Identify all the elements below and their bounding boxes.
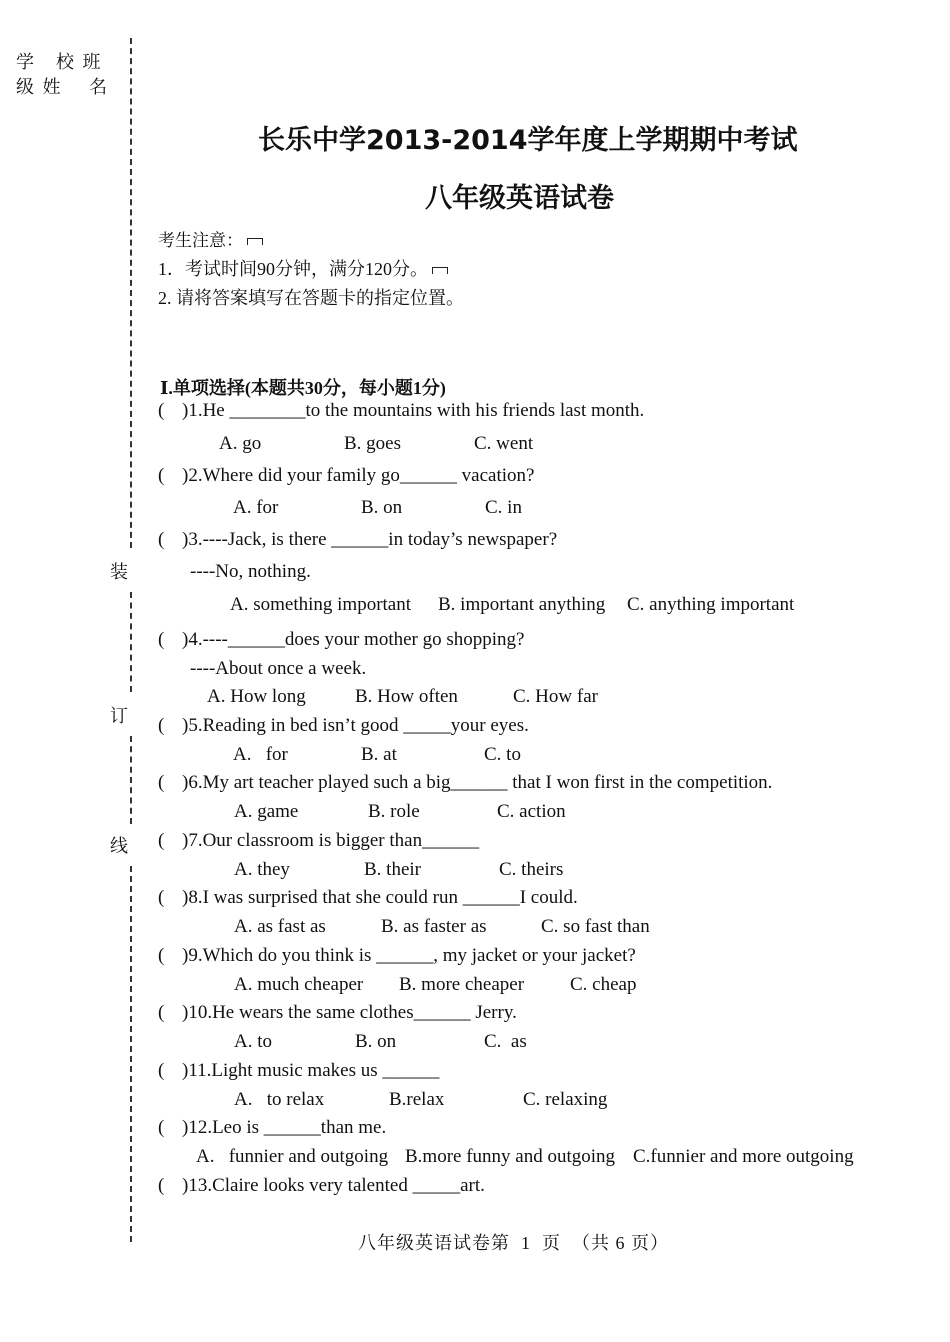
- binding-dashed-line-1: [130, 38, 132, 548]
- question-6-bracket: (: [158, 772, 165, 793]
- question-10-option-b: B. on: [355, 1031, 397, 1052]
- question-12-option-c: C.funnier and more outgoing: [633, 1146, 854, 1167]
- notice-item-1-text: 1．考试时间90分钟，满分120分。: [158, 259, 428, 279]
- question-10-bracket: (: [158, 1002, 165, 1023]
- question-7: )7.Our classroom is bigger than______: [182, 830, 480, 851]
- question-1: )1.He ________to the mountains with his friends last month.: [182, 400, 645, 421]
- question-10-option-a: A. to: [234, 1031, 272, 1052]
- question-1-option-b: B. goes: [344, 433, 401, 454]
- question-6-option-a: A. game: [234, 801, 299, 822]
- question-7-option-a: A. they: [234, 859, 290, 880]
- question-1-option-a: A. go: [219, 433, 262, 454]
- question-13: )13.Claire looks very talented _____art.: [182, 1175, 485, 1196]
- question-12: )12.Leo is ______than me.: [182, 1117, 387, 1138]
- notice-item-1: [158, 255, 448, 281]
- question-9-option-a: A. much cheaper: [234, 974, 364, 995]
- notice-heading: [158, 226, 263, 251]
- question-8-option-b: B. as faster as: [381, 916, 487, 937]
- question-2-option-c: C. in: [485, 497, 522, 518]
- question-13-bracket: (: [158, 1175, 165, 1196]
- binding-dashed-line-2: [130, 592, 132, 692]
- question-7-option-c: C. theirs: [499, 859, 564, 880]
- question-4-reply: ----About once a week.: [190, 658, 367, 679]
- exam-title: 长乐中学2013-2014学年度上学期期中考试: [258, 125, 798, 156]
- question-11-option-a: A. to relax: [234, 1089, 325, 1110]
- question-1-bracket: (: [158, 400, 165, 421]
- question-2-option-b: B. on: [361, 497, 403, 518]
- binding-dashed-line-3: [130, 736, 132, 824]
- question-2-option-a: A. for: [233, 497, 279, 518]
- question-12-bracket: (: [158, 1117, 165, 1138]
- question-11-option-c: C. relaxing: [523, 1089, 608, 1110]
- binding-dashed-line-4: [130, 866, 132, 1242]
- question-9: )9.Which do you think is ______, my jacket or your jacket?: [182, 945, 636, 966]
- question-4: )4.----______does your mother go shopping?: [182, 629, 525, 650]
- question-9-option-b: B. more cheaper: [399, 974, 525, 995]
- question-10: )10.He wears the same clothes______ Jerry.: [182, 1002, 517, 1023]
- question-8-bracket: (: [158, 887, 165, 908]
- question-2-bracket: (: [158, 465, 165, 486]
- question-8: )8.I was surprised that she could run ______I could.: [182, 887, 578, 908]
- question-5-option-a: A. for: [233, 744, 288, 765]
- question-7-option-b: B. their: [364, 859, 421, 880]
- question-3-option-a: A. something important: [230, 594, 412, 615]
- paragraph-mark-icon: [247, 238, 263, 245]
- question-3-option-b: B. important anything: [438, 594, 606, 615]
- paragraph-mark-icon: [432, 267, 448, 274]
- binding-grade-name: 级 姓 名: [16, 77, 109, 97]
- notice-item-2: 2. 请将答案填写在答题卡的指定位置。: [158, 288, 464, 308]
- question-5: )5.Reading in bed isn’t good _____your eyes.: [182, 715, 529, 736]
- question-8-option-a: A. as fast as: [234, 916, 326, 937]
- binding-label-ding: 订: [110, 706, 130, 726]
- question-2: )2.Where did your family go______ vacation?: [182, 465, 535, 486]
- question-6: )6.My art teacher played such a big______ that I won first in the competition.: [182, 772, 773, 793]
- question-11: )11.Light music makes us ______: [182, 1060, 440, 1081]
- question-6-option-c: C. action: [497, 801, 566, 822]
- question-9-option-c: C. cheap: [570, 974, 637, 995]
- question-9-bracket: (: [158, 945, 165, 966]
- question-1-option-c: C. went: [474, 433, 534, 454]
- exam-subtitle: 八年级英语试卷: [425, 183, 614, 214]
- question-3-bracket: (: [158, 529, 165, 550]
- question-7-bracket: (: [158, 830, 165, 851]
- question-10-option-c: C. as: [484, 1031, 527, 1052]
- question-12-option-b: B.more funny and outgoing: [405, 1146, 616, 1167]
- binding-label-xian: 线: [110, 836, 130, 856]
- question-8-option-c: C. so fast than: [541, 916, 650, 937]
- question-5-option-c: C. to: [484, 744, 521, 765]
- question-11-option-b: B.relax: [389, 1089, 445, 1110]
- question-4-option-a: A. How long: [207, 686, 306, 707]
- question-12-option-a: A. funnier and outgoing: [196, 1146, 389, 1167]
- question-4-option-b: B. How often: [355, 686, 458, 707]
- binding-label-zhuang: 装: [110, 562, 130, 582]
- question-4-option-c: C. How far: [513, 686, 598, 707]
- question-5-option-b: B. at: [361, 744, 397, 765]
- notice-heading-text: 考生注意：: [158, 231, 243, 251]
- page-footer: 八年级英语试卷第 1 页 （共 6 页）: [358, 1233, 669, 1253]
- question-4-bracket: (: [158, 629, 165, 650]
- section-heading: Ⅰ.单项选择(本题共30分，每小题1分): [160, 378, 446, 398]
- question-11-bracket: (: [158, 1060, 165, 1081]
- question-3-reply: ----No, nothing.: [190, 561, 311, 582]
- binding-school-class: 学 校 班: [16, 52, 103, 72]
- question-5-bracket: (: [158, 715, 165, 736]
- question-3-option-c: C. anything important: [627, 594, 795, 615]
- question-3: )3.----Jack, is there ______in today’s newspaper?: [182, 529, 558, 550]
- question-6-option-b: B. role: [368, 801, 420, 822]
